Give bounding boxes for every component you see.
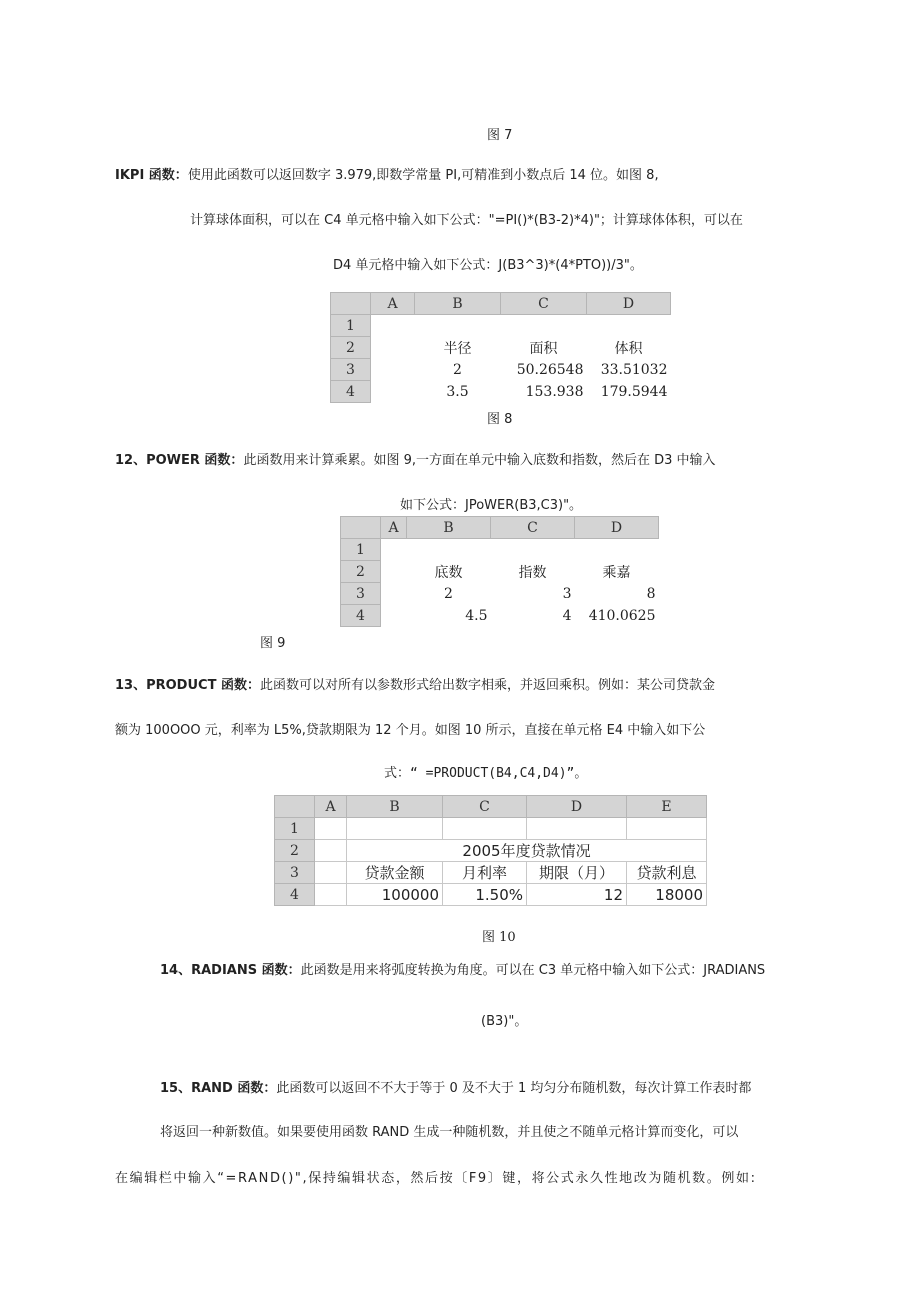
fig10-cell-e4: 18000 [627,884,707,906]
fig8-row-header: 2 [331,337,371,359]
fig10-header-interest: 贷款利息 [627,862,707,884]
fig10-header-term: 期限（月） [527,862,627,884]
fig8-cell-b4: 3.5 [415,381,501,403]
fig8-col-a: A [371,293,415,315]
fig10-title: 2005年度贷款情况 [347,840,707,862]
power-paragraph-line2: 如下公式：JPoWER(B3,C3)"。 [400,498,583,513]
fig8-header-radius: 半径 [415,337,501,359]
rand-lead: 15、RAND 函数： [160,1081,277,1096]
product-paragraph-line3: 式：“ =PRODUCT(B4,C4,D4)”。 [384,766,588,781]
fig10-header-rate: 月利率 [443,862,527,884]
fig9-spreadsheet [340,516,659,627]
fig9-cell-d3: 8 [575,583,659,605]
fig9-row-header: 1 [341,539,381,561]
fig8-cell-b3: 2 [415,359,501,381]
product-paragraph-line2: 额为 100OOO 元，利率为 L5%,贷款期限为 12 个月。如图 10 所示，直接在单元格 E4 中输入如下公 [115,723,706,738]
fig10-col-a: A [315,796,347,818]
fig10-row-header: 4 [275,884,315,906]
fig8-row-2 [331,337,671,359]
fig10-col-e: E [627,796,707,818]
fig10-row-header: 3 [275,862,315,884]
pi-lead: IKPI 函数： [115,168,188,183]
fig9-row-header: 3 [341,583,381,605]
fig10-row-3 [275,862,707,884]
fig8-row-header: 4 [331,381,371,403]
fig10-caption: 图 10 [482,930,516,945]
product-lead: 13、PRODUCT 函数： [115,678,260,693]
pi-paragraph-line3: D4 单元格中输入如下公式：J(B3^3)*(4*PTO))/3"。 [333,258,643,273]
pi-paragraph-line1 [115,167,659,185]
fig9-cell-c4: 4 [491,605,575,627]
fig8-cell-c4: 153.938 [501,381,587,403]
fig9-row-3 [341,583,659,605]
fig8-header-area: 面积 [501,337,587,359]
fig8-caption: 图 8 [487,412,513,427]
fig10-row-header: 1 [275,818,315,840]
fig10-corner [275,796,315,818]
pi-line1-text: 使用此函数可以返回数字 3.979,即数学常量 PI,可精准到小数点后 14 位。如图 8, [187,168,659,183]
fig8-header-volume: 体积 [587,337,671,359]
fig8-spreadsheet [330,292,671,403]
fig9-header-base: 底数 [407,561,491,583]
fig9-row-2 [341,561,659,583]
fig9-corner [341,517,381,539]
radians-paragraph-line2: (B3)"。 [481,1014,528,1029]
fig10-row-1 [275,818,707,840]
fig9-header-exponent: 指数 [491,561,575,583]
fig8-cell-d3: 33.51032 [587,359,671,381]
fig9-cell-b4: 4.5 [407,605,491,627]
fig8-col-d: D [587,293,671,315]
rand-paragraph-line3: 在编辑栏中输入“=RAND()",保持编辑状态，然后按〔F9〕键，将公式永久性地改为随机数。例如: [115,1171,757,1186]
fig10-cell-b4: 100000 [347,884,443,906]
rand-paragraph-line1 [160,1080,751,1098]
fig10-col-b: B [347,796,443,818]
fig7-caption: 图 7 [487,128,513,143]
rand-paragraph-line2: 将返回一种新数值。如果要使用函数 RAND 生成一种随机数，并且使之不随单元格计算而变化，可以 [160,1125,739,1140]
fig8-col-c: C [501,293,587,315]
fig10-row-4 [275,884,707,906]
fig9-col-b: B [407,517,491,539]
fig10-spreadsheet [274,795,707,906]
fig8-row-header: 1 [331,315,371,337]
radians-paragraph-line1 [160,962,765,980]
power-lead: 12、POWER 函数： [115,453,244,468]
fig9-cell-d4: 410.0625 [575,605,659,627]
fig8-col-b: B [415,293,501,315]
fig8-row-header: 3 [331,359,371,381]
power-line1-text: 此函数用来计算乘累。如图 9,一方面在单元中输入底数和指数，然后在 D3 中输入 [243,453,716,468]
fig9-col-a: A [381,517,407,539]
fig10-header-amount: 贷款金额 [347,862,443,884]
radians-lead: 14、RADIANS 函数： [160,963,301,978]
fig8-col-header-row [331,293,671,315]
fig9-col-header-row [341,517,659,539]
fig10-row-header: 2 [275,840,315,862]
power-paragraph-line1 [115,452,716,470]
fig9-col-d: D [575,517,659,539]
fig10-cell-c4: 1.50% [443,884,527,906]
fig8-cell-d4: 179.5944 [587,381,671,403]
fig9-row-header: 4 [341,605,381,627]
fig8-row-4 [331,381,671,403]
rand-line1-text: 此函数可以返回不不大于等于 0 及不大于 1 均匀分布随机数，每次计算工作表时都 [276,1081,752,1096]
fig9-col-c: C [491,517,575,539]
product-paragraph-line1 [115,677,715,695]
product-line1-text: 此函数可以对所有以参数形式给出数字相乘，并返回乘积。例如：某公司贷款金 [259,678,715,693]
fig8-corner [331,293,371,315]
fig9-header-power: 乘嘉 [575,561,659,583]
fig10-col-header-row [275,796,707,818]
pi-paragraph-line2: 计算球体面积，可以在 C4 单元格中输入如下公式："=PI()*(B3-2)*4)"；计算球体体积，可以在 [190,213,743,228]
fig9-row-header: 2 [341,561,381,583]
radians-line1-text: 此函数是用来将弧度转换为角度。可以在 C3 单元格中输入如下公式：JRADIANS [300,963,766,978]
fig10-col-c: C [443,796,527,818]
fig9-cell-b3: 2 [407,583,491,605]
fig9-row-1 [341,539,659,561]
fig8-row-1 [331,315,671,337]
fig10-cell-d4: 12 [527,884,627,906]
fig9-cell-c3: 3 [491,583,575,605]
fig9-caption: 图 9 [260,636,286,651]
fig8-row-3 [331,359,671,381]
fig10-row-2 [275,840,707,862]
fig8-cell-c3: 50.26548 [501,359,587,381]
fig9-row-4 [341,605,659,627]
fig10-col-d: D [527,796,627,818]
